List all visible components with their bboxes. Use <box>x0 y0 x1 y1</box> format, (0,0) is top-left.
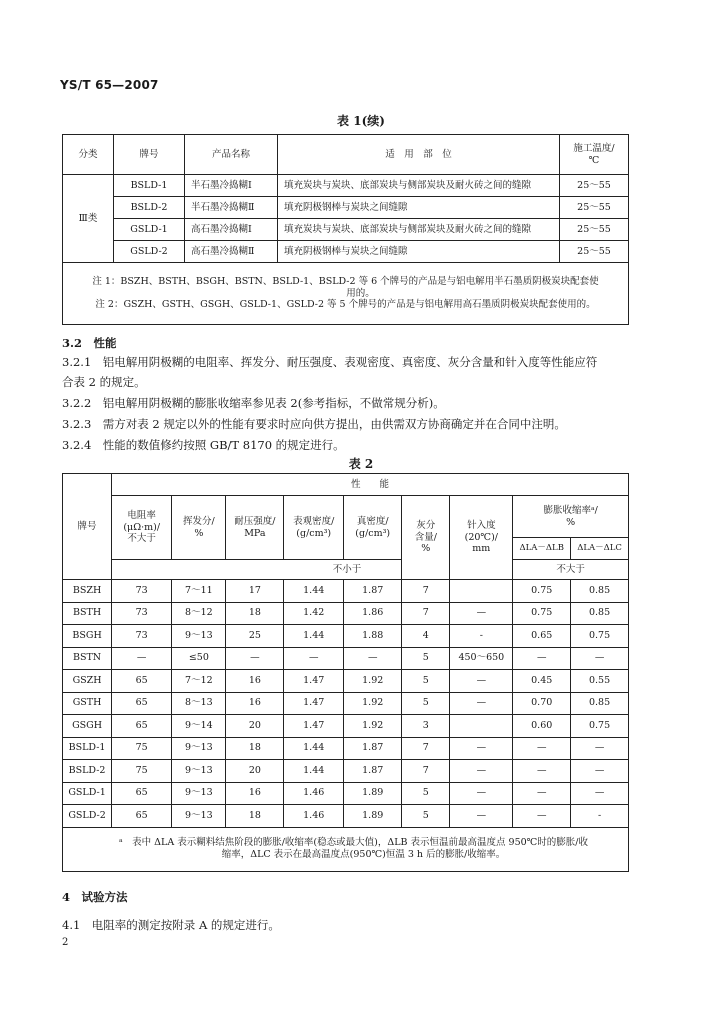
t2-cell: 7～11 <box>172 580 226 603</box>
t2-cell <box>450 580 513 603</box>
t2-cell: 1.44 <box>284 737 344 760</box>
t1-note1b: 用的。 <box>346 287 375 299</box>
t2-cell: — <box>513 737 571 760</box>
t1-cell: 高石墨冷捣糊Ⅱ <box>185 241 278 263</box>
t2-cell: 1.46 <box>284 805 344 828</box>
t1-cell: 半石墨冷捣糊Ⅱ <box>185 197 278 219</box>
t2-cell: 9～13 <box>172 782 226 805</box>
t2-cell: 5 <box>402 692 450 715</box>
t2-cell: 1.46 <box>284 782 344 805</box>
t2-cell: 16 <box>226 782 284 805</box>
t2-row <box>63 692 629 715</box>
t2-row <box>63 737 629 760</box>
t1-cell: BSLD-1 <box>114 175 185 197</box>
t2-cell: 5 <box>402 647 450 670</box>
t2-grade-cell: BSLD-1 <box>63 737 112 760</box>
standard-code: YS/T 65—2007 <box>60 78 159 92</box>
t2-grade-cell: BSZH <box>63 580 112 603</box>
t2-row <box>63 647 629 670</box>
t2-cell: 17 <box>226 580 284 603</box>
t2-cell: — <box>450 670 513 693</box>
t2-cell: 75 <box>112 760 172 783</box>
t2-cell: 9～14 <box>172 715 226 738</box>
t2-row <box>63 625 629 648</box>
t2-cell: 0.70 <box>513 692 571 715</box>
table1-title: 表 1(续) <box>337 114 385 128</box>
t2-cell: 5 <box>402 782 450 805</box>
t1-cell: 25～55 <box>560 197 629 219</box>
table2-title: 表 2 <box>348 457 374 471</box>
t2-cell: 0.75 <box>571 715 629 738</box>
t2-cell: 1.89 <box>344 805 402 828</box>
t2-cell: 16 <box>226 692 284 715</box>
t2-cell: 1.44 <box>284 760 344 783</box>
t2-cell: — <box>571 782 629 805</box>
t2-body <box>63 580 629 828</box>
t2-row <box>63 670 629 693</box>
t2-cell: 0.85 <box>571 580 629 603</box>
t2-footnote-b: 缩率，ΔLC 表示在最高温度点(950℃)恒温 3 h 后的膨胀/收缩率。 <box>221 849 506 860</box>
t1-category-cell: Ⅲ类 <box>63 175 114 263</box>
t2-cell: 1.89 <box>344 782 402 805</box>
t2-cell: 18 <box>226 737 284 760</box>
t1-notes <box>63 263 629 325</box>
t1-cell: 半石墨冷捣糊Ⅰ <box>185 175 278 197</box>
t2-cell: 65 <box>112 670 172 693</box>
t2-grade-cell: GSTH <box>63 692 112 715</box>
t2-cell: 450～650 <box>450 647 513 670</box>
t2-cell: 18 <box>226 602 284 625</box>
t2-cell: — <box>226 647 284 670</box>
t2-cell: — <box>450 692 513 715</box>
t2-cell: 9～13 <box>172 625 226 648</box>
t2-cell: — <box>284 647 344 670</box>
t2-cell: 1.44 <box>284 625 344 648</box>
t2-cell: 1.47 <box>284 670 344 693</box>
t2-cell: 65 <box>112 692 172 715</box>
t1-note1a: 注 1：BSZH、BSTH、BSGH、BSTN、BSLD-1、BSLD-2 等 6 个牌号的产品是与铝电解用半石墨质阴极炭块配套使 <box>92 275 599 287</box>
t2-cell: 4 <box>402 625 450 648</box>
t2-cell: 16 <box>226 670 284 693</box>
t1-cell: 填充炭块与炭块、底部炭块与侧部炭块及耐火砖之间的缝隙 <box>278 219 560 241</box>
t2-row <box>63 805 629 828</box>
t1-cell: 填充阴极钢棒与炭块之间缝隙 <box>278 241 560 263</box>
t1-cell: 填充阴极钢棒与炭块之间缝隙 <box>278 197 560 219</box>
t2-cell: 1.87 <box>344 760 402 783</box>
t2-cell: 65 <box>112 715 172 738</box>
t2-cell: 8～12 <box>172 602 226 625</box>
t2-cell: 1.47 <box>284 692 344 715</box>
t2-header-resistivity: 电阻率 (μΩ·m)/ 不大于 <box>112 496 172 560</box>
t2-not-less-than: 不小于 <box>112 560 402 580</box>
t2-cell: — <box>513 647 571 670</box>
t2-cell: 1.42 <box>284 602 344 625</box>
t2-row <box>63 760 629 783</box>
t2-cell: 7 <box>402 737 450 760</box>
t2-header-true-density: 真密度/ (g/cm³) <box>344 496 402 560</box>
t2-header-apparent-density: 表观密度/ (g/cm³) <box>284 496 344 560</box>
t1-header-grade: 牌号 <box>114 135 185 175</box>
t2-header-performance: 性 能 <box>112 474 629 496</box>
t1-header-temp: 施工温度/ ℃ <box>560 135 629 175</box>
t2-cell: 8～13 <box>172 692 226 715</box>
t2-header-compressive: 耐压强度/ MPa <box>226 496 284 560</box>
t2-cell: 20 <box>226 715 284 738</box>
t2-header-expansion: 膨胀收缩率ᵃ/ % <box>513 496 629 538</box>
t2-grade-cell: GSLD-2 <box>63 805 112 828</box>
t2-cell: 0.45 <box>513 670 571 693</box>
t2-grade-cell: GSZH <box>63 670 112 693</box>
t1-cell: 高石墨冷捣糊Ⅰ <box>185 219 278 241</box>
t2-cell: 3 <box>402 715 450 738</box>
t2-cell: 0.55 <box>571 670 629 693</box>
para-3-2-2: 3.2.2 铝电解用阴极糊的膨胀收缩率参见表 2(参考指标，不做常规分析)。 <box>62 396 445 410</box>
t1-cell: GSLD-1 <box>114 219 185 241</box>
t2-row <box>63 715 629 738</box>
t1-cell: 25～55 <box>560 219 629 241</box>
table2 <box>62 473 629 872</box>
t2-cell: 1.86 <box>344 602 402 625</box>
t2-not-more-than: 不大于 <box>513 560 629 580</box>
t2-cell: 7 <box>402 760 450 783</box>
t1-header-product: 产品名称 <box>185 135 278 175</box>
t2-cell: 9～13 <box>172 737 226 760</box>
t2-cell: 0.85 <box>571 692 629 715</box>
t2-cell: — <box>571 737 629 760</box>
t2-cell: 1.92 <box>344 715 402 738</box>
t2-cell: — <box>571 760 629 783</box>
section-4-heading: 4 试验方法 <box>62 890 128 904</box>
page-number: 2 <box>62 937 69 948</box>
t2-grade-cell: BSTN <box>63 647 112 670</box>
t2-cell: 5 <box>402 670 450 693</box>
t2-grade-cell: GSGH <box>63 715 112 738</box>
t2-cell: — <box>450 737 513 760</box>
t1-cell: 25～55 <box>560 175 629 197</box>
t2-header-grade: 牌号 <box>63 474 112 580</box>
t2-cell: 9～13 <box>172 805 226 828</box>
t2-cell: 0.60 <box>513 715 571 738</box>
t2-header-penetration: 针入度 (20℃)/ mm <box>450 496 513 580</box>
t2-cell: — <box>450 782 513 805</box>
t2-header-exp-ac: ΔLA－ΔLC <box>571 538 629 560</box>
para-3-2-1a: 3.2.1 铝电解用阴极糊的电阻率、挥发分、耐压强度、表观密度、真密度、灰分含量和针入度等性能应符 <box>62 355 598 369</box>
t2-cell: 65 <box>112 805 172 828</box>
t1-header-category: 分类 <box>63 135 114 175</box>
t2-cell: 75 <box>112 737 172 760</box>
t1-header-usage: 适 用 部 位 <box>278 135 560 175</box>
t2-cell: 1.87 <box>344 737 402 760</box>
t2-cell: 1.44 <box>284 580 344 603</box>
t2-cell: — <box>513 760 571 783</box>
t2-cell: — <box>112 647 172 670</box>
para-3-2-1b: 合表 2 的规定。 <box>62 375 146 389</box>
t2-grade-cell: BSGH <box>63 625 112 648</box>
t2-header-exp-ab: ΔLA－ΔLB <box>513 538 571 560</box>
para-4-1: 4.1 电阻率的测定按附录 A 的规定进行。 <box>62 918 280 932</box>
t2-grade-cell: BSLD-2 <box>63 760 112 783</box>
t2-cell: 1.87 <box>344 580 402 603</box>
t2-cell: 25 <box>226 625 284 648</box>
t2-cell: 73 <box>112 602 172 625</box>
t2-cell: 0.75 <box>513 602 571 625</box>
t2-cell: - <box>450 625 513 648</box>
t2-cell: 9～13 <box>172 760 226 783</box>
t2-cell: 65 <box>112 782 172 805</box>
para-3-2-4: 3.2.4 性能的数值修约按照 GB/T 8170 的规定进行。 <box>62 438 345 452</box>
table1 <box>62 134 629 325</box>
t2-grade-cell: GSLD-1 <box>63 782 112 805</box>
t2-cell: 73 <box>112 580 172 603</box>
t2-cell: — <box>571 647 629 670</box>
t2-cell: 0.75 <box>513 580 571 603</box>
t2-row <box>63 580 629 603</box>
t2-cell: 0.75 <box>571 625 629 648</box>
t2-row <box>63 602 629 625</box>
t2-cell: — <box>450 760 513 783</box>
t1-cell: BSLD-2 <box>114 197 185 219</box>
t2-cell: 18 <box>226 805 284 828</box>
t2-header-volatile: 挥发分/ % <box>172 496 226 560</box>
t2-cell: — <box>344 647 402 670</box>
t2-cell: 5 <box>402 805 450 828</box>
t1-note2: 注 2：GSZH、GSTH、GSGH、GSLD-1、GSLD-2 等 5 个牌号的产品是与铝电解用高石墨质阴极炭块配套使用的。 <box>95 299 596 311</box>
t2-cell: 73 <box>112 625 172 648</box>
t2-row <box>63 782 629 805</box>
t2-footnote-a: ᵃ 表中 ΔLA 表示糊料结焦阶段的膨胀/收缩率(稳态或最大值)，ΔLB 表示恒温前最高温度点 950℃时的膨胀/收 <box>119 837 588 849</box>
para-3-2-3: 3.2.3 需方对表 2 规定以外的性能有要求时应向供方提出，由供需双方协商确定并在合同中注明。 <box>62 417 566 431</box>
t2-cell: — <box>513 782 571 805</box>
t2-grade-cell: BSTH <box>63 602 112 625</box>
t2-cell: 1.88 <box>344 625 402 648</box>
t2-cell <box>450 715 513 738</box>
t2-cell: 7 <box>402 580 450 603</box>
t2-cell: — <box>450 602 513 625</box>
t2-cell: 0.85 <box>571 602 629 625</box>
t2-cell: 1.92 <box>344 692 402 715</box>
t2-cell: ≤50 <box>172 647 226 670</box>
t2-cell: 20 <box>226 760 284 783</box>
t2-cell: 7 <box>402 602 450 625</box>
t1-cell: GSLD-2 <box>114 241 185 263</box>
t2-footnote <box>63 827 629 871</box>
t2-cell: 1.47 <box>284 715 344 738</box>
section-3-2-heading: 3.2 性能 <box>62 336 117 350</box>
t2-cell: 0.65 <box>513 625 571 648</box>
t2-cell: 7～12 <box>172 670 226 693</box>
t2-cell: — <box>513 805 571 828</box>
t1-cell: 25～55 <box>560 241 629 263</box>
t2-cell: 1.92 <box>344 670 402 693</box>
t2-header-ash: 灰分 含量/ % <box>402 496 450 580</box>
t1-cell: 填充炭块与炭块、底部炭块与侧部炭块及耐火砖之间的缝隙 <box>278 175 560 197</box>
t2-cell: — <box>450 805 513 828</box>
t2-cell: - <box>571 805 629 828</box>
